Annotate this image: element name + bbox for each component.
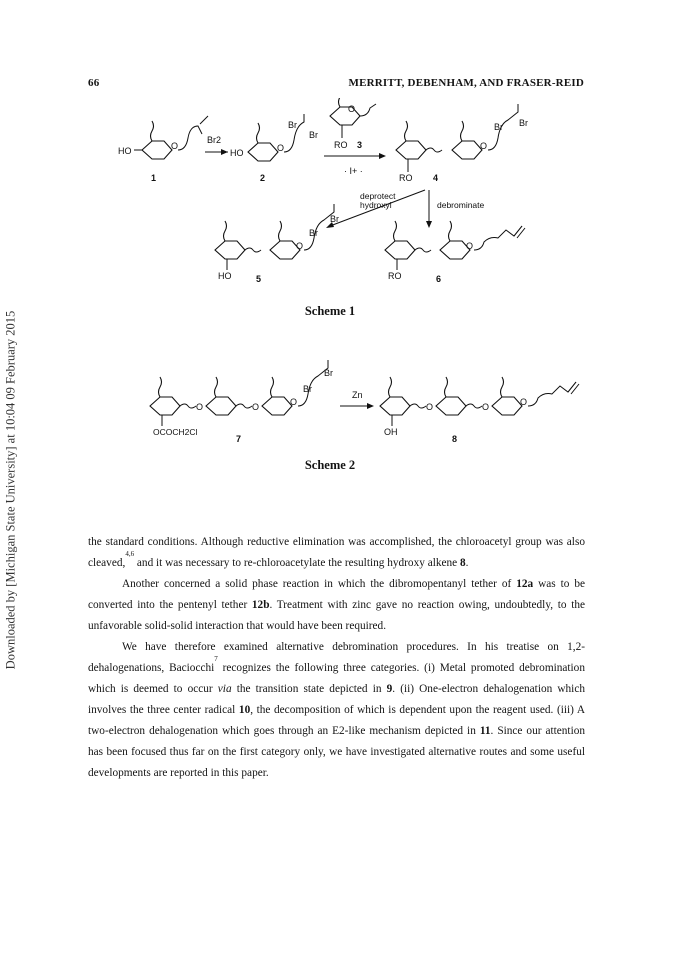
hydroxyl-label: hydroxyl [360,200,392,210]
compound-3-structure [330,98,376,150]
scheme-2-figure [0,358,675,458]
svg-text:O: O [296,241,304,251]
svg-text:HO: HO [218,271,232,281]
svg-text:O: O [482,402,490,412]
svg-text:Br: Br [309,228,318,238]
svg-text:O: O [520,397,528,407]
compound-4-structure [396,104,528,183]
paragraph-2: Another concerned a solid phase reaction in which the dibromopentanyl tether of 12a was to be converted into the pentenyl tether 12b. Treatment with zinc gave no reaction owing, undoubtedly, to the unfavorable solid-solid interaction that would have been required. [88,578,585,632]
svg-text:Br: Br [519,118,528,128]
chloroacetyl-group: OCOCH2Cl [153,427,198,437]
svg-text:O: O [290,397,298,407]
zn-reagent: Zn [352,390,363,400]
svg-text:6: 6 [436,274,442,284]
paragraph-3: We have therefore examined alternative debromination procedures. In his treatise on 1,2-dehalogenations, Baciocchi$^7$ recognizes the following three categories. (i) Metal promoted debromination which is deemed to occur via the transition state depicted in 9. (ii) One-electron dehalogenation which involves the three center radical 10, the decomposition of which is dependent upon the reagent used. (iii) A two-electron dehalogenation which goes through an E2-like mechanism depicted in 11. Since our attention has been focused thus far on the first category only, we have investigated alternative routes and some useful developments are reported in this paper. [88,641,586,779]
iodonium-radical: · I+ · [344,166,363,176]
compound-7-structure [150,360,333,444]
scheme-1-caption: Scheme 1 [304,304,356,318]
compound-8-structure [380,377,579,444]
compound-2-structure [230,114,318,183]
compound-6-structure [385,221,525,284]
running-head: MERRITT, DEBENHAM, AND FRASER-REID [348,77,584,89]
svg-text:O: O [348,104,356,114]
svg-text:O: O [171,141,179,151]
svg-text:Br: Br [330,214,339,224]
svg-text:O: O [480,141,488,151]
svg-text:5: 5 [256,274,262,284]
svg-text:O: O [196,402,204,412]
svg-text:2: 2 [260,173,266,183]
svg-text:Br: Br [309,130,318,140]
svg-text:O: O [466,241,474,251]
svg-text:RO: RO [388,271,402,281]
download-watermark: Downloaded by [Michigan State University] at 10:04 09 February 2015 [3,310,18,670]
compound-1-structure [118,116,208,183]
svg-text:RO: RO [334,140,348,150]
debrominate-label: debrominate [437,200,485,210]
body-text [88,532,585,784]
scheme-1-figure [0,98,675,398]
svg-text:RO: RO [399,173,413,183]
deprotect-label: deprotect [360,191,396,201]
page-number: 66 [88,77,100,89]
svg-text:8: 8 [452,434,458,444]
svg-text:O: O [426,402,434,412]
svg-text:O: O [277,143,285,153]
ho-label: HO [118,146,132,156]
svg-text:Br: Br [303,384,312,394]
hydroxyl-group: OH [384,427,398,437]
svg-text:Br: Br [324,368,333,378]
svg-text:7: 7 [236,434,242,444]
svg-text:3: 3 [357,140,363,150]
paragraph-1: the standard conditions. Although reductive elimination was accomplished, the chloroacetyl group was also cleaved,$^{4,6}$ and it was necessary to re-chloroacetylate the resulting hydroxy alkene 8. [88,536,585,569]
compound-5-structure [215,204,339,284]
svg-text:Br: Br [494,122,503,132]
svg-text:HO: HO [230,148,244,158]
svg-text:4: 4 [433,173,439,183]
scheme-2-caption: Scheme 2 [304,458,356,472]
br2-reagent: Br2 [207,135,222,145]
compound-number: 1 [151,173,157,183]
svg-text:Br: Br [288,120,297,130]
svg-text:O: O [252,402,260,412]
